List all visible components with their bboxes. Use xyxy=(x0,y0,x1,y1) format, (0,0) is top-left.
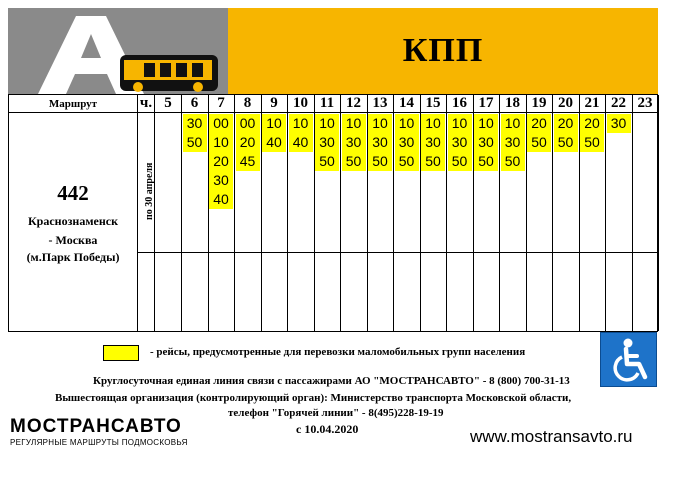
header-hour: 19 xyxy=(526,95,553,113)
hour-column xyxy=(632,113,659,331)
departure-time: 50 xyxy=(315,152,339,171)
departure-time: 30 xyxy=(421,133,445,152)
departure-time: 20 xyxy=(527,114,551,133)
hotline-text: Круглосуточная единая линия связи с пассажирами АО "МОСТРАНСАВТО" - 8 (800) 700-31-13 xyxy=(93,375,570,387)
stop-sign-logo xyxy=(8,8,228,94)
legend-text: - рейсы, предусмотренные для перевозки маломобильных групп населения xyxy=(150,346,526,358)
departure-time: 10 xyxy=(262,114,286,133)
departure-time: 10 xyxy=(474,114,498,133)
hour-column xyxy=(341,113,368,331)
header-hour: 8 xyxy=(235,95,262,113)
hour-column xyxy=(261,113,288,331)
departure-time: 20 xyxy=(580,114,604,133)
hour-column xyxy=(314,113,341,331)
header-hour: 21 xyxy=(579,95,606,113)
departure-time: 10 xyxy=(448,114,472,133)
departure-time: 50 xyxy=(554,133,578,152)
departure-time: 30 xyxy=(501,133,525,152)
departure-time: 00 xyxy=(209,114,233,133)
departure-time: 30 xyxy=(368,133,392,152)
period-label: по 30 апреля xyxy=(144,162,155,220)
departure-time: 20 xyxy=(554,114,578,133)
header-hour: 18 xyxy=(500,95,527,113)
hour-column xyxy=(606,113,633,331)
hour-column xyxy=(553,113,580,331)
header-hour: 23 xyxy=(632,95,659,113)
departure-time: 50 xyxy=(183,133,207,152)
hour-column xyxy=(579,113,606,331)
hour-column xyxy=(420,113,447,331)
header-hour: 16 xyxy=(447,95,474,113)
header-hour: 9 xyxy=(261,95,288,113)
departure-time: 40 xyxy=(262,133,286,152)
departure-time: 10 xyxy=(315,114,339,133)
hour-column xyxy=(288,113,315,331)
departure-time: 30 xyxy=(474,133,498,152)
departure-time: 50 xyxy=(368,152,392,171)
header-hour: 13 xyxy=(367,95,394,113)
departure-time: 10 xyxy=(368,114,392,133)
header-hour: 22 xyxy=(606,95,633,113)
departure-time: 30 xyxy=(607,114,631,133)
departure-time: 10 xyxy=(395,114,419,133)
departure-time: 50 xyxy=(395,152,419,171)
header-hour: 15 xyxy=(420,95,447,113)
departure-time: 50 xyxy=(474,152,498,171)
stop-title-banner xyxy=(228,8,658,94)
departure-time: 30 xyxy=(315,133,339,152)
departure-time: 30 xyxy=(395,133,419,152)
departure-time: 30 xyxy=(209,171,233,190)
hour-column xyxy=(394,113,421,331)
header-hour: 12 xyxy=(341,95,368,113)
departure-time: 10 xyxy=(421,114,445,133)
departure-time: 40 xyxy=(289,133,313,152)
header-hour: 14 xyxy=(394,95,421,113)
departure-time: 10 xyxy=(209,133,233,152)
brand-logo: МОСТРАНСАВТО xyxy=(10,416,182,437)
departure-time: 50 xyxy=(527,133,551,152)
header-hour: 10 xyxy=(288,95,315,113)
hour-column xyxy=(155,113,182,331)
route-dash: - Москва xyxy=(48,233,98,247)
header-hour: 5 xyxy=(155,95,182,113)
hour-column xyxy=(235,113,262,331)
departure-time: 10 xyxy=(342,114,366,133)
departure-time: 30 xyxy=(183,114,207,133)
header-hour: 11 xyxy=(314,95,341,113)
timetable xyxy=(8,94,658,332)
stop-title: КПП xyxy=(402,32,484,69)
header-hour: 20 xyxy=(553,95,580,113)
hour-column xyxy=(182,113,209,331)
effective-date: с 10.04.2020 xyxy=(296,422,359,436)
departure-time: 40 xyxy=(209,190,233,209)
row-divider xyxy=(137,252,657,253)
header-route: Маршрут xyxy=(9,95,138,113)
departure-time: 30 xyxy=(448,133,472,152)
departure-time: 10 xyxy=(501,114,525,133)
hour-column xyxy=(208,113,235,331)
departure-time: 50 xyxy=(501,152,525,171)
brand-tagline: РЕГУЛЯРНЫЕ МАРШРУТЫ ПОДМОСКОВЬЯ xyxy=(10,438,188,447)
website-link[interactable]: www.mostransavto.ru xyxy=(470,427,633,446)
authority-phone: телефон "Горячей линии" - 8(495)228-19-19 xyxy=(228,407,444,419)
departure-time: 10 xyxy=(289,114,313,133)
departure-time: 50 xyxy=(342,152,366,171)
header-hour-label: ч. xyxy=(138,95,155,113)
route-to: (м.Парк Победы) xyxy=(26,250,120,264)
hour-column xyxy=(526,113,553,331)
route-from: Краснознаменск xyxy=(27,214,118,228)
hour-column xyxy=(500,113,527,331)
header-hour: 17 xyxy=(473,95,500,113)
header-hour: 7 xyxy=(208,95,235,113)
departure-time: 20 xyxy=(209,152,233,171)
hour-column xyxy=(447,113,474,331)
legend-swatch xyxy=(103,345,139,361)
departure-time: 20 xyxy=(236,133,260,152)
authority-text: Вышестоящая организация (контролирующий орган): Министерство транспорта Московской области, xyxy=(55,392,572,404)
hour-column xyxy=(473,113,500,331)
bus-stop-letter-a-icon xyxy=(8,8,228,94)
route-number: 442 xyxy=(57,181,89,205)
departure-time: 50 xyxy=(448,152,472,171)
departure-time: 45 xyxy=(236,152,260,171)
departure-time: 50 xyxy=(580,133,604,152)
wheelchair-icon xyxy=(600,332,657,387)
period-cell xyxy=(138,113,155,331)
header-hour: 6 xyxy=(182,95,209,113)
departure-time: 50 xyxy=(421,152,445,171)
hour-column xyxy=(367,113,394,331)
departure-time: 00 xyxy=(236,114,260,133)
departure-time: 30 xyxy=(342,133,366,152)
